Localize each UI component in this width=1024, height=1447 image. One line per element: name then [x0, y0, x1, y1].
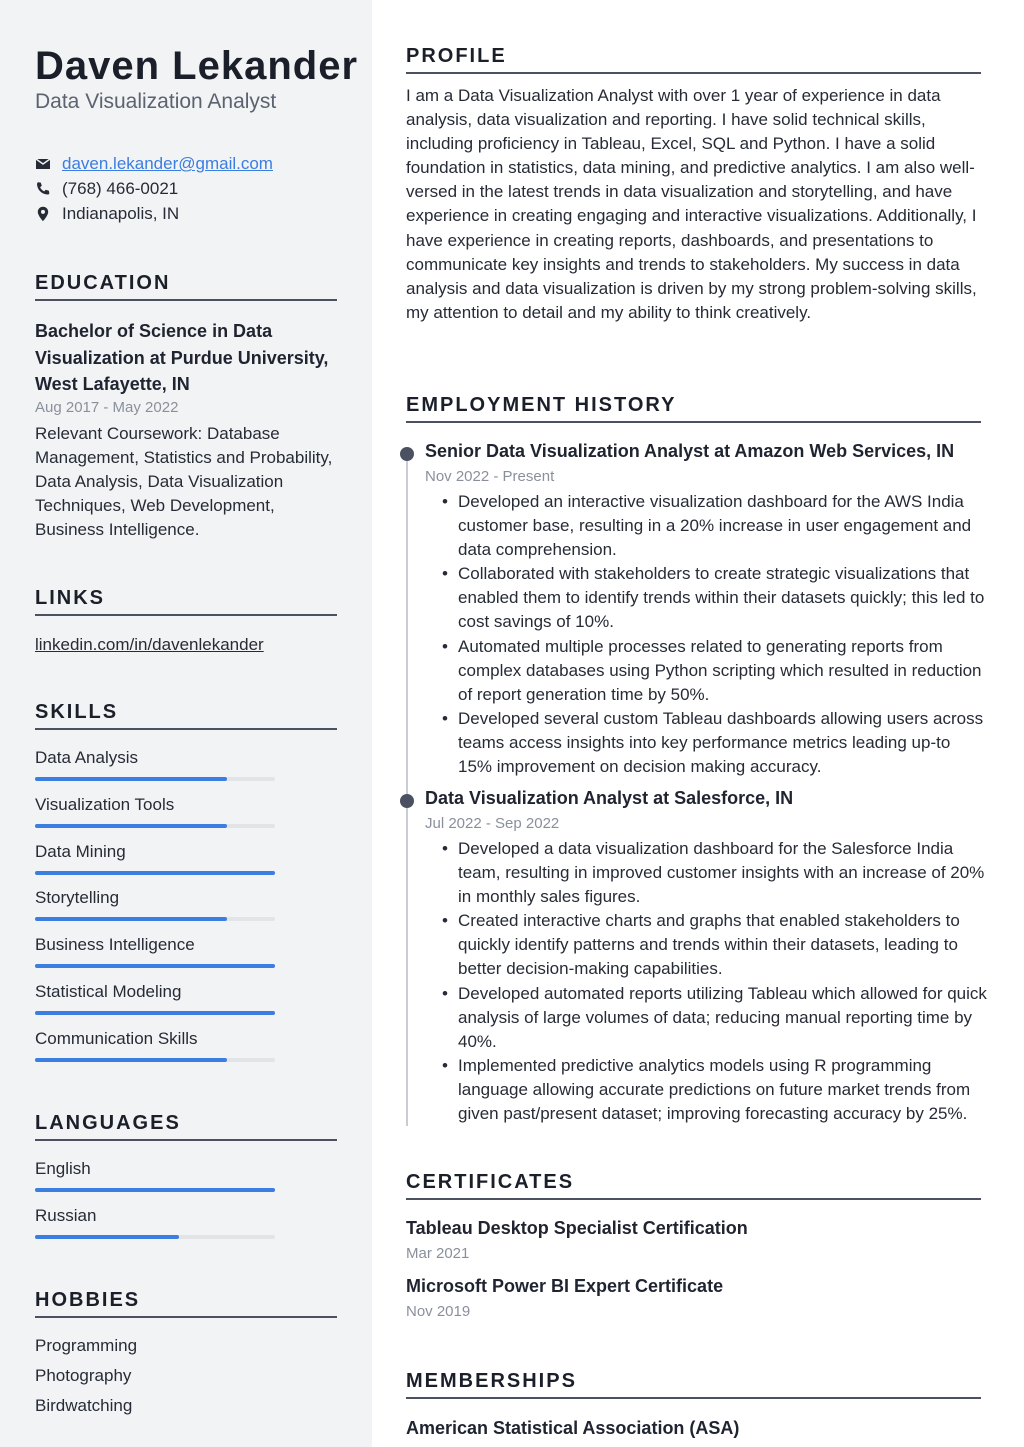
candidate-name: Daven Lekander [35, 44, 359, 88]
job-bullet: • Implemented predictive analytics models using R programming language allowing accurate predictions on future market trends from given past/present dataset; improving forecasting accuracy by 25%. [442, 1054, 987, 1126]
languages-divider [35, 1139, 337, 1141]
language-label: Russian [35, 1206, 97, 1225]
skill-level-bar [35, 964, 275, 968]
education-coursework: Relevant Coursework: Database Management, Statistics and Probability, Data Analysis, Data Visualization Techniques, Web Development, Business Intelligence. [35, 424, 333, 539]
skill-level-fill [35, 1011, 275, 1015]
main-content [372, 0, 1024, 1447]
contact-phone [35, 178, 178, 200]
employment-divider [406, 421, 981, 423]
job-bullet: • Automated multiple processes related to generating reports from complex databases using Python scripting which resulted in reduction of report generation time by 50%. [442, 635, 987, 707]
skill-label: Data Analysis [35, 748, 138, 767]
language-level-fill [35, 1235, 179, 1239]
skill-level-fill [35, 777, 227, 781]
contact-email [35, 153, 273, 175]
language-level-bar [35, 1235, 275, 1239]
skill-level-fill [35, 917, 227, 921]
hobby-item: Programming [35, 1336, 138, 1355]
certificate-title: Microsoft Power BI Expert Certificate [406, 1276, 724, 1296]
skill-label: Business Intelligence [35, 935, 195, 955]
certificates-divider [406, 1198, 981, 1200]
education-divider [35, 299, 337, 301]
memberships-divider [406, 1397, 981, 1399]
email-link[interactable]: daven.lekander@gmail.com [62, 154, 273, 173]
location-text: Indianapolis, IN [62, 204, 180, 223]
skill-level-fill [35, 1058, 227, 1062]
certificates-heading: CERTIFICATES [406, 1171, 575, 1193]
profile-heading: PROFILE [406, 45, 507, 67]
skill-label: Data Mining [35, 841, 126, 861]
links-heading: LINKS [35, 587, 105, 609]
skill-level-bar [35, 1011, 275, 1015]
skill-label: Storytelling [35, 888, 120, 908]
job-bullet: • Collaborated with stakeholders to create strategic visualizations that enabled them to identify trends within their datasets quickly; this led to cost savings of 10%. [442, 562, 987, 634]
skill-level-bar [35, 824, 275, 828]
map-pin-icon [35, 206, 51, 222]
timeline-line [406, 452, 408, 1126]
linkedin-link[interactable]: linkedin.com/in/davenlekander [35, 635, 264, 654]
certificate-date: Nov 2019 [406, 1303, 471, 1320]
hobbies-heading: HOBBIES [35, 1289, 141, 1311]
timeline-dot [400, 794, 414, 808]
education-heading: EDUCATION [35, 272, 171, 294]
skill-level-fill [35, 964, 275, 968]
certificate-title: Tableau Desktop Specialist Certification [406, 1218, 748, 1238]
skill-level-bar [35, 1058, 275, 1062]
phone-number: (768) 466-0021 [62, 179, 179, 198]
membership-title: American Statistical Association (ASA) [406, 1418, 740, 1438]
job-bullet: • Created interactive charts and graphs that enabled stakeholders to quickly identify patterns and trends within their datasets, leading to better decision-making capabilities. [442, 909, 987, 981]
education-dates: Aug 2017 - May 2022 [35, 399, 179, 416]
language-level-bar [35, 1188, 275, 1192]
contact-location [35, 203, 179, 225]
skill-level-bar [35, 777, 275, 781]
memberships-heading: MEMBERSHIPS [406, 1370, 577, 1392]
skill-level-fill [35, 871, 275, 875]
language-level-fill [35, 1188, 275, 1192]
job-title: Data Visualization Analyst [35, 90, 277, 113]
job-bullets-2 [442, 837, 987, 1126]
job-bullets-1 [442, 490, 987, 779]
profile-divider [406, 72, 981, 74]
links-divider [35, 614, 337, 616]
language-label: English [35, 1159, 91, 1178]
envelope-icon [35, 156, 51, 172]
skills-divider [35, 728, 337, 730]
skills-heading: SKILLS [35, 701, 119, 723]
job-bullet: • Developed several custom Tableau dashboards allowing users across teams access insights into key performance metrics leading up-to 15% improvement on decision making accuracy. [442, 707, 987, 779]
employment-heading: EMPLOYMENT HISTORY [406, 394, 677, 416]
hobby-item: Birdwatching [35, 1396, 133, 1415]
hobby-item: Photography [35, 1366, 132, 1385]
sidebar [0, 0, 372, 1447]
languages-heading: LANGUAGES [35, 1112, 181, 1134]
job-dates-2: Jul 2022 - Sep 2022 [425, 815, 560, 832]
job-bullet: • Developed an interactive visualization dashboard for the AWS India customer base, resulting in a 20% increase in user engagement and data comprehension. [442, 490, 987, 562]
job-title-2: Data Visualization Analyst at Salesforce, IN [425, 788, 794, 808]
phone-icon [35, 181, 51, 197]
certificate-date: Mar 2021 [406, 1245, 470, 1262]
skill-level-bar [35, 917, 275, 921]
hobbies-divider [35, 1316, 337, 1318]
skill-level-bar [35, 871, 275, 875]
skill-label: Visualization Tools [35, 794, 175, 814]
job-title-1: Senior Data Visualization Analyst at Amazon Web Services, IN [425, 441, 955, 461]
job-bullet: • Developed automated reports utilizing Tableau which allowed for quick analysis of large volumes of data; reducing manual reporting time by 40%. [442, 982, 987, 1054]
job-bullet: • Developed a data visualization dashboard for the Salesforce India team, resulting in improved customer insights with an increase of 20% in monthly sales figures. [442, 837, 987, 909]
skill-label: Communication Skills [35, 1028, 198, 1048]
skill-level-fill [35, 824, 227, 828]
profile-summary: I am a Data Visualization Analyst with over 1 year of experience in data analysis, data visualization and reporting. I have solid technical skills, including proficiency in Tableau, Excel, SQL and Python. I have a solid foundation in statistics, data mining, and predictive analytics. I am also well-versed in the latest trends in data visualization and storytelling, and have experience in creating engaging and interactive visualizations. Additionally, I have experience in creating reports, dashboards, and presentations to communicate key insights and trends to stakeholders. My success in data analysis and data visualization is driven by my strong problem-solving skills, my attention to detail and my ability to think creatively. [406, 86, 977, 322]
job-dates-1: Nov 2022 - Present [425, 468, 555, 485]
skill-label: Statistical Modeling [35, 982, 182, 1001]
education-degree: Bachelor of Science in Data Visualization at Purdue University, West Lafayette, IN [35, 321, 329, 394]
timeline-dot [400, 447, 414, 461]
